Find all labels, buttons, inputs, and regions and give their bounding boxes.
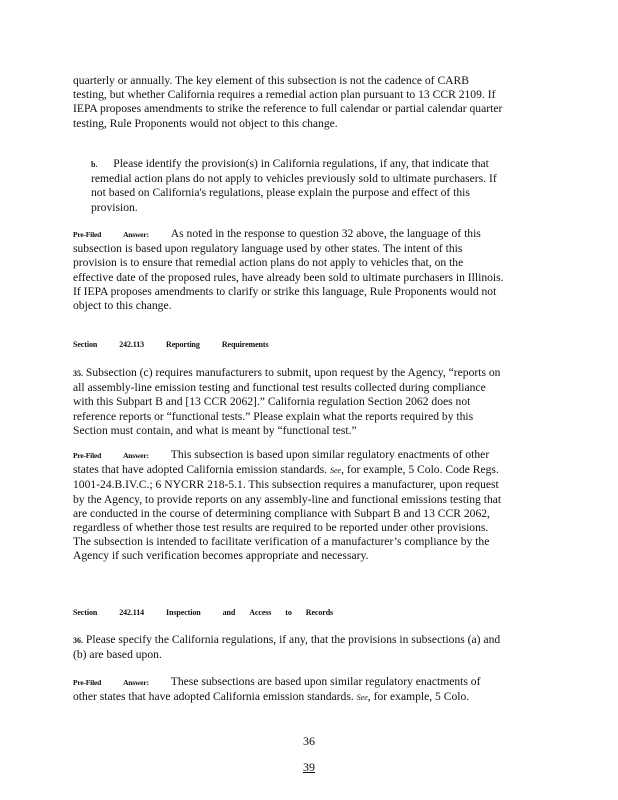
question-b-marker: b. — [91, 160, 98, 169]
prefiled-label: Pre-Filed — [73, 678, 102, 687]
question-b — [91, 157, 505, 215]
paragraph-continuation: quarterly or annually. The key element of this subsection is not the cadence of CARB testing, but whether California requires a remedial action plan pursuant to 13 CCR 2109. If IEPA proposes amendments to strike the reference to full calendar or partial calendar quarter testing, Rule Proponents would not object to this change. — [73, 74, 503, 130]
heading-word: 242.113 — [119, 340, 145, 349]
heading-word: Reporting — [166, 340, 200, 349]
heading-word: Requirements — [221, 340, 269, 349]
section-heading-242-114 — [73, 608, 355, 617]
answer-35-text-b: , for example, 5 Colo. Code Regs. 1001-24.B.IV.C.; 6 NYCRR 218-5.1. This subsection requires a manufacturer, upon request by the Agency, to provide reports on any assembly-line and functional emissions testing that are conducted in the course of determining compliance with Subpart B and 13 CCR 2062, regardless of whether those test results are required to be reported under other provisions. The subsection is intended to facilitate verification of a manufacturer’s compliance by the Agency if such verification becomes appropriate and necessary. — [73, 463, 502, 563]
heading-word: Inspection — [166, 608, 201, 617]
answer-36-text-a: These subsections are based upon similar regulatory enactments of other states that have adopted California emission standards. — [73, 675, 481, 704]
heading-word: and — [222, 608, 236, 617]
question-35-number: 35. — [73, 369, 83, 378]
prefiled-label: Pre-Filed — [73, 230, 102, 239]
page-number: 36 — [303, 734, 315, 748]
question-36 — [73, 633, 505, 662]
prefiled-label: Pre-Filed — [73, 451, 102, 460]
question-b-text: Please identify the provision(s) in California regulations, if any, that indicate that remedial action plans do not apply to vehicles previously sold to ultimate purchasers. If not based on California's regulations, please explain the purpose and effect of this provision. — [91, 157, 497, 214]
heading-word: Access — [249, 608, 272, 617]
see-signal: See — [329, 466, 342, 476]
heading-word: Records — [305, 608, 334, 617]
answer-b — [73, 227, 505, 313]
heading-word: 242.114 — [119, 608, 145, 617]
answer-35 — [73, 448, 505, 564]
answer-b-text: As noted in the response to question 32 above, the language of this subsection is based upon regulatory language used by other states. The intent of this provision is to ensure that remedial action plans do not apply to vehicles that, on the effective date of the proposed rules, have already been sold to ultimate purchasers in Illinois. If IEPA proposes amendments to clarify or strike this language, Rule Proponents would not object to this change. — [73, 227, 504, 313]
answer-label: Answer: — [123, 451, 149, 460]
see-signal: See — [356, 693, 368, 703]
answer-36 — [73, 675, 505, 705]
question-35-text: Subsection (c) requires manufacturers to submit, upon request by the Agency, “reports on all assembly-line emission testing and functional test results collected during compliance with this Subpart B and [13 CCR 2062].” California regulation Section 2062 does not reference reports or “functional tests.” Please explain what the reports required by this Section must contain, and what is meant by “functional test.” — [73, 366, 501, 437]
question-36-text: Please specify the California regulations, if any, that the provisions in subsections (a) and (b) are based upon. — [73, 633, 501, 662]
answer-label: Answer: — [123, 678, 149, 687]
heading-word: Section — [73, 340, 98, 349]
question-36-number: 36. — [73, 636, 83, 645]
heading-word: Section — [73, 608, 98, 617]
answer-35-text-a: This subsection is based upon similar regulatory enactments of other states that have adopted California emission standards. — [73, 448, 490, 477]
answer-label: Answer: — [123, 230, 149, 239]
question-35 — [73, 366, 505, 438]
section-heading-242-113 — [73, 340, 290, 349]
heading-word: to — [285, 608, 292, 617]
answer-36-text-b: , for example, 5 Colo. — [367, 690, 470, 704]
exhibit-page-number-text: 39 — [303, 760, 315, 774]
exhibit-page-number — [0, 760, 618, 775]
